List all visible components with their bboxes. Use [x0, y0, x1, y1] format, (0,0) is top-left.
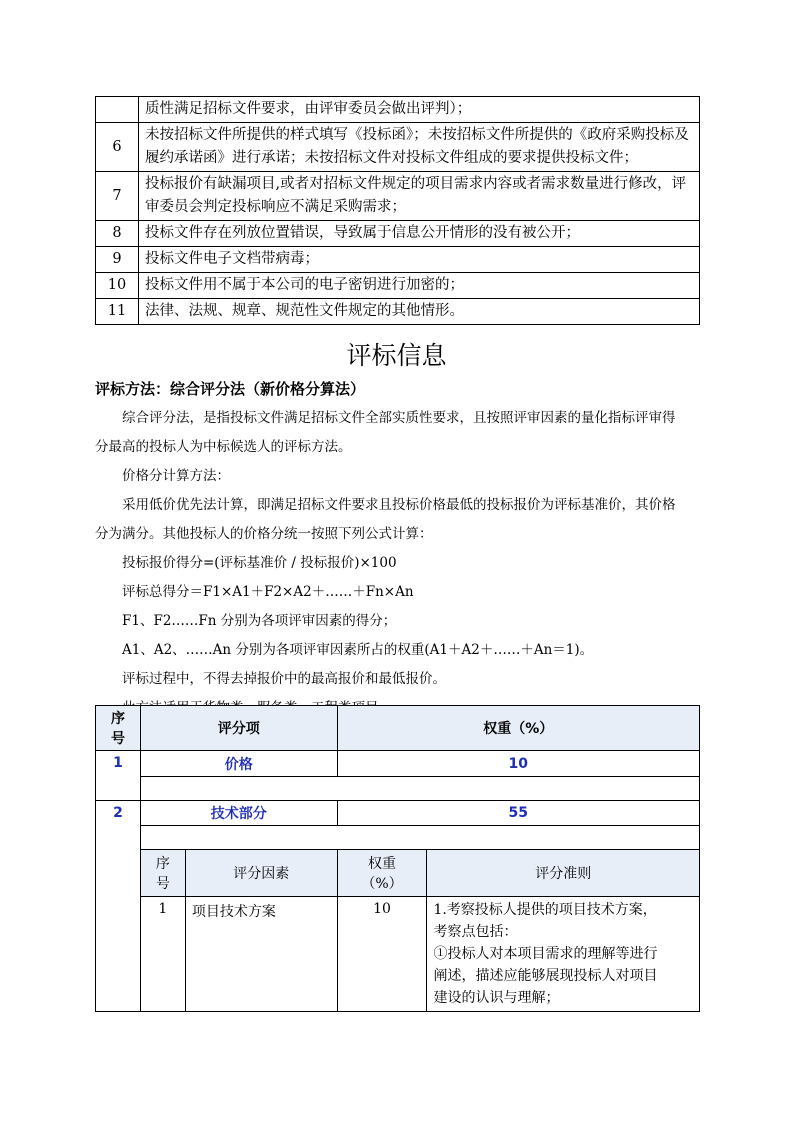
table-row [96, 221, 700, 247]
sub-weight: 10 [337, 897, 427, 1012]
row-text: 投标文件用不属于本公司的电子密钥进行加密的； [139, 273, 700, 299]
table-row [96, 97, 700, 123]
row-weight: 10 [337, 751, 699, 777]
sub-weight-header-line: （%） [361, 876, 403, 892]
sub-row [96, 897, 700, 1012]
row-number: 11 [96, 299, 139, 325]
scoring-table [95, 705, 700, 1012]
paragraph-line: A1、A2、……An 分别为各项评审因素所占的权重(A1＋A2＋……＋An＝1)。 [122, 642, 594, 658]
criteria-header: 评分准则 [427, 850, 700, 897]
table-row [96, 247, 700, 273]
row-number: 8 [96, 221, 139, 247]
disqualification-table [95, 96, 700, 325]
row-text: 投标文件电子文档带病毒； [139, 247, 700, 273]
row-seq: 1 [96, 751, 141, 801]
row-item: 价格 [140, 751, 337, 777]
criteria-line: 建设的认识与理解； [433, 990, 560, 1006]
table-row-empty [96, 777, 700, 801]
criteria-cell [427, 897, 700, 1012]
seq-header-line: 号 [110, 731, 125, 747]
sub-header-row [96, 850, 700, 897]
row-number [96, 97, 139, 123]
sub-seq-header-line: 序 [155, 856, 170, 872]
sub-weight-header [337, 850, 427, 897]
seq-header-line: 序 [110, 711, 125, 727]
method-title: 评标方法：综合评分法（新价格分算法） [95, 380, 366, 398]
table-row [96, 299, 700, 325]
table-row [96, 273, 700, 299]
paragraph-line: 采用低价优先法计算，即满足招标文件要求且投标价格最低的投标报价为评标基准价，其价格 [122, 497, 676, 513]
row-item: 技术部分 [140, 801, 337, 826]
paragraph-line: 分为满分。其他投标人的价格分统一按照下列公式计算： [95, 526, 433, 542]
paragraph-line: 评标过程中，不得去掉报价中的最高报价和最低报价。 [122, 671, 446, 687]
row-number: 10 [96, 273, 139, 299]
row-text: 投标文件存在列放位置错误，导致属于信息公开情形的没有被公开； [139, 221, 700, 247]
sub-seq-header-line: 号 [155, 876, 170, 892]
table-row [96, 172, 700, 221]
row-text: 未按招标文件所提供的样式填写《投标函》；未按招标文件所提供的《政府采购投标及履约承诺函》进行承诺；未按招标文件对投标文件组成的要求提供投标文件； [139, 123, 700, 172]
criteria-line: 1.考察投标人提供的项目技术方案， [433, 902, 657, 918]
row-text: 质性满足招标文件要求，由评审委员会做出评判）； [139, 97, 700, 123]
criteria-line: ①投标人对本项目需求的理解等进行 [433, 946, 658, 962]
seq-header [96, 706, 141, 751]
criteria-line: 考察点包括： [433, 924, 518, 940]
row-weight: 55 [337, 801, 699, 826]
section-heading: 评标信息 [346, 341, 447, 370]
item-header: 评分项 [140, 706, 337, 751]
row-number: 6 [96, 123, 139, 172]
factor-header: 评分因素 [185, 850, 337, 897]
table-row [96, 123, 700, 172]
formula-line: 投标报价得分=(评标基准价 / 投标报价)×100 [122, 555, 397, 571]
table-header-row [96, 706, 700, 751]
table-row-empty [96, 826, 700, 850]
row-text: 投标报价有缺漏项目,或者对招标文件规定的项目需求内容或者需求数量进行修改，评审委员会判定投标响应不满足采购需求； [139, 172, 700, 221]
sub-weight-header-line: 权重 [368, 856, 396, 872]
empty-cell [140, 777, 699, 801]
sub-seq-header [140, 850, 185, 897]
row-number: 7 [96, 172, 139, 221]
factor-cell: 项目技术方案 [185, 897, 337, 1012]
table-row [96, 801, 700, 826]
method-description [95, 404, 700, 723]
paragraph-line: 分最高的投标人为中标候选人的评标方法。 [95, 439, 352, 455]
criteria-line: 阐述，描述应能够展现投标人对项目 [433, 968, 658, 984]
row-text: 法律、法规、规章、规范性文件规定的其他情形。 [139, 299, 700, 325]
paragraph-line: 价格分计算方法： [122, 468, 230, 484]
sub-seq: 1 [140, 897, 185, 1012]
paragraph-line: 综合评分法，是指投标文件满足招标文件全部实质性要求，且按照评审因素的量化指标评审得 [122, 410, 676, 426]
table-row [96, 751, 700, 777]
row-seq: 2 [96, 801, 141, 1012]
empty-cell [140, 826, 699, 850]
paragraph-line: F1、F2……Fn 分别为各项评审因素的得分； [122, 613, 397, 629]
weight-header: 权重（%） [337, 706, 699, 751]
formula-line: 评标总得分＝F1×A1＋F2×A2＋……＋Fn×An [122, 584, 414, 600]
row-number: 9 [96, 247, 139, 273]
